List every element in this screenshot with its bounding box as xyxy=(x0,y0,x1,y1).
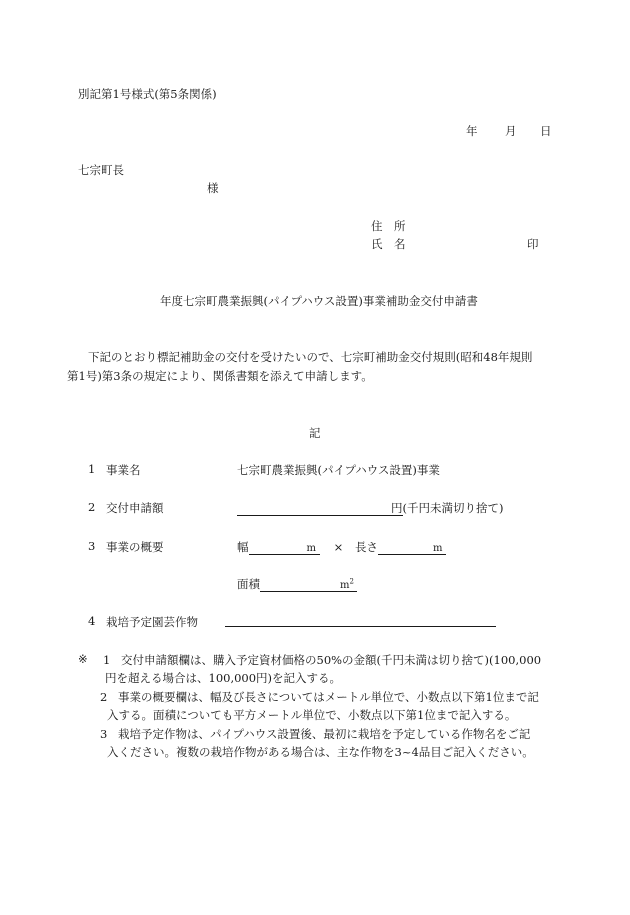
area-unit-superscript: 2 xyxy=(349,577,354,586)
item-2-label: 交付申請額 xyxy=(106,501,164,515)
date-year-label: 年 xyxy=(466,124,478,138)
note-3-line-2: 入ください。複数の栽培作物がある場合は、主な作物を3~4品目ご記入ください。 xyxy=(107,745,534,759)
addressee-town: 七宗町長 xyxy=(78,163,124,177)
notes-mark: ※ xyxy=(78,652,88,666)
item-3-number: 3 xyxy=(88,539,96,553)
amount-field[interactable] xyxy=(237,501,391,516)
address-label: 住 所 xyxy=(371,219,406,233)
note-3-line-1: 栽培予定作物は、パイプハウス設置後、最初に栽培を予定している作物名をご記 xyxy=(118,727,531,741)
length-unit: m xyxy=(433,543,446,555)
form-reference: 別記第1号様式(第5条関係) xyxy=(78,87,217,101)
area-unit xyxy=(340,577,357,592)
note-1-line-2: 円を超える場合は、100,000円)を記入する。 xyxy=(105,671,342,685)
length-field[interactable] xyxy=(378,540,433,555)
date-day-label: 日 xyxy=(540,124,552,138)
item-4-label: 栽培予定園芸作物 xyxy=(106,615,198,629)
item-1-label: 事業名 xyxy=(106,463,141,477)
width-unit: m xyxy=(307,543,320,555)
note-2-number: 2 xyxy=(100,690,108,704)
seal-mark: 印 xyxy=(527,237,539,251)
area-label: 面積 xyxy=(237,577,260,591)
body-line-1: 下記のとおり標記補助金の交付を受けたいので、七宗町補助金交付規則(昭和48年規則 xyxy=(88,350,533,364)
item-2-number: 2 xyxy=(88,500,96,514)
note-1-line-1: 交付申請額欄は、購入予定資材価格の50%の金額(千円未満は切り捨て)(100,000 xyxy=(121,653,542,667)
crops-field[interactable] xyxy=(225,612,496,627)
note-2-line-2: 入する。面積についても平方メートル単位で、小数点以下第1位まで記入する。 xyxy=(107,708,517,722)
item-1-number: 1 xyxy=(88,462,96,476)
times-symbol: × xyxy=(333,540,344,554)
note-3-number: 3 xyxy=(100,727,108,741)
note-1-number: 1 xyxy=(103,653,111,667)
item-1-value: 七宗町農業振興(パイプハウス設置)事業 xyxy=(237,463,440,477)
area-unit-m: m xyxy=(340,580,350,591)
area-field[interactable] xyxy=(260,577,340,592)
ki-heading: 記 xyxy=(309,426,321,440)
body-line-2: 第1号)第3条の規定により、関係書類を添えて申請します。 xyxy=(67,369,373,383)
item-3-dimensions-row xyxy=(237,539,446,555)
length-label: 長さ xyxy=(354,540,378,554)
item-3-area-row xyxy=(237,576,357,592)
date-month-label: 月 xyxy=(505,124,517,138)
name-label: 氏 名 xyxy=(371,237,406,251)
amount-note: (千円未満切り捨て) xyxy=(402,501,504,515)
document-title: 年度七宗町農業振興(パイプハウス設置)事業補助金交付申請書 xyxy=(160,294,478,308)
item-4-number: 4 xyxy=(88,614,96,628)
note-2-line-1: 事業の概要欄は、幅及び長さについてはメートル単位で、小数点以下第1位まで記 xyxy=(118,690,539,704)
item-2-amount-row xyxy=(237,500,503,516)
width-label: 幅 xyxy=(237,540,249,554)
addressee-honorific: 様 xyxy=(207,181,219,195)
item-3-label: 事業の概要 xyxy=(106,540,164,554)
width-field[interactable] xyxy=(249,540,307,555)
amount-unit: 円 xyxy=(391,501,403,515)
